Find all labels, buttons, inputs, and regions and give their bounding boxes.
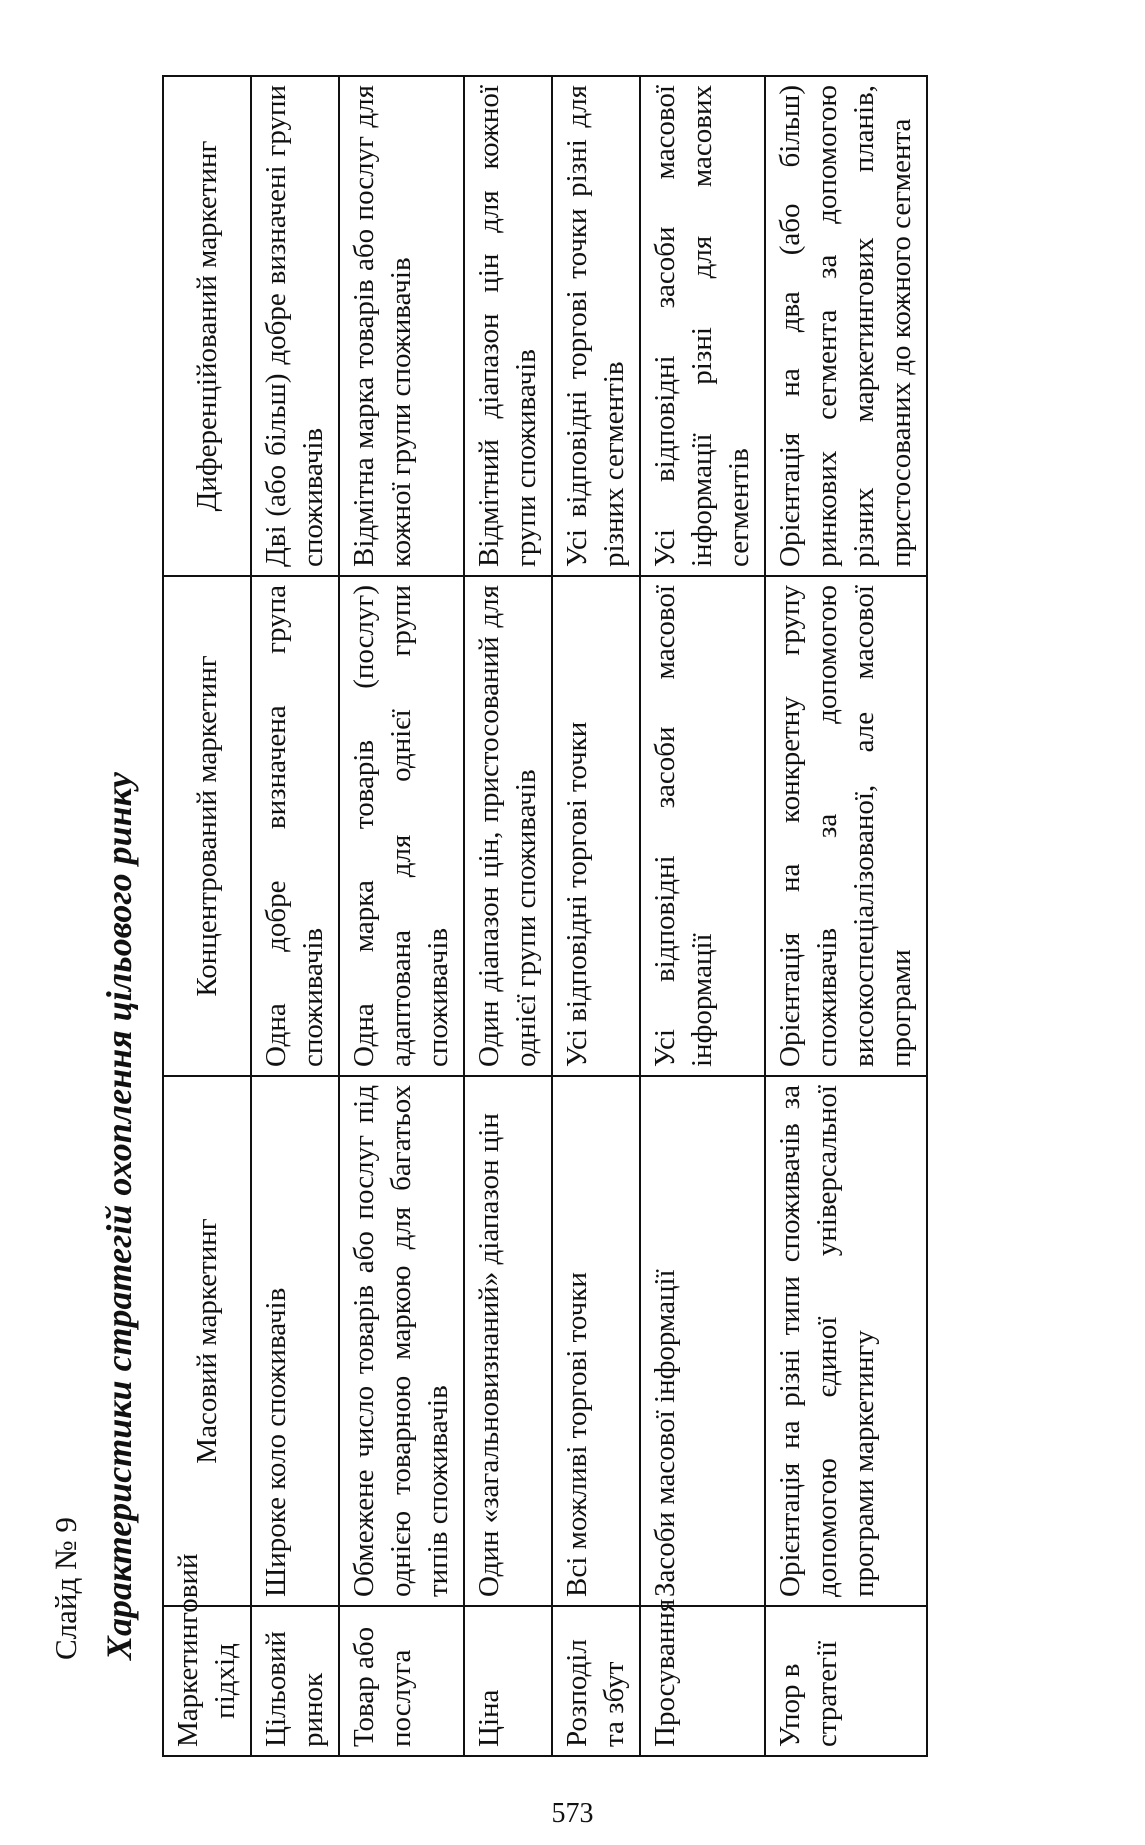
page-title: Характеристики стратегій охоплення цільового ринку xyxy=(99,772,139,1660)
table-cell: Дві (або більш) добре визначені групи споживачів xyxy=(251,76,339,576)
table-row xyxy=(765,76,927,1756)
page-number: 573 xyxy=(551,1798,594,1829)
table-row xyxy=(552,76,640,1756)
table-row xyxy=(339,76,464,1756)
table-cell: Один «загальновизнаний» діапазон цін xyxy=(464,1076,552,1606)
table-cell: Один діапазон цін, пристосований для однієї групи споживачів xyxy=(464,576,552,1076)
row-label: Упор в стратегії xyxy=(765,1606,927,1756)
row-label: Розподіл та збут xyxy=(552,1606,640,1756)
table-cell: Усі відповідні засоби масової інформації різні для масових сегментів xyxy=(640,76,765,576)
table-cell: Відмітний діапазон цін для кожної групи споживачів xyxy=(464,76,552,576)
row-label: Ціна xyxy=(464,1606,552,1756)
table-cell: Обмежене число товарів або послуг під однією товарною маркою для багатьох типів споживачів xyxy=(339,1076,464,1606)
table-row xyxy=(464,76,552,1756)
row-label: Просування xyxy=(640,1606,765,1756)
row-label: Цільовий ринок xyxy=(251,1606,339,1756)
table-row xyxy=(640,76,765,1756)
table-cell: Одна марка товарів (послуг) адаптована для однієї групи споживачів xyxy=(339,576,464,1076)
column-header: Диференційований маркетинг xyxy=(163,76,251,576)
table-cell: Орієнтація на різні типи споживачів за допомогою єдиної універсальної програми маркетингу xyxy=(765,1076,927,1606)
slide-label: Слайд № 9 xyxy=(48,1517,83,1660)
table-header-row xyxy=(163,76,251,1756)
strategy-table xyxy=(162,75,928,1757)
row-label: Товар або послуга xyxy=(339,1606,464,1756)
table-row xyxy=(251,76,339,1756)
table-cell: Усі відповідні засоби масової інформації xyxy=(640,576,765,1076)
table-cell: Усі відповідні торгові точки xyxy=(552,576,640,1076)
table-cell: Всі можливі торгові точки xyxy=(552,1076,640,1606)
table-cell: Усі відповідні торгові точки різні для різних сегментів xyxy=(552,76,640,576)
table-cell: Орієнтація на конкретну групу споживачів за допомогою високоспеціалізованої, але масової програми xyxy=(765,576,927,1076)
table-cell: Широке коло споживачів xyxy=(251,1076,339,1606)
table-cell: Відмітна марка товарів або послуг для кожної групи споживачів xyxy=(339,76,464,576)
column-header: Маркетинговий підхід xyxy=(163,1606,251,1756)
column-header: Масовий маркетинг xyxy=(163,1076,251,1606)
table-cell: Одна добре визначена група споживачів xyxy=(251,576,339,1076)
column-header: Концентрований маркетинг xyxy=(163,576,251,1076)
table-cell: Орієнтація на два (або більш) ринкових сегмента за допомогою різних маркетингових планів, пристосованих до кожного сегмента xyxy=(765,76,927,576)
table-cell: Засоби масової інформації xyxy=(640,1076,765,1606)
